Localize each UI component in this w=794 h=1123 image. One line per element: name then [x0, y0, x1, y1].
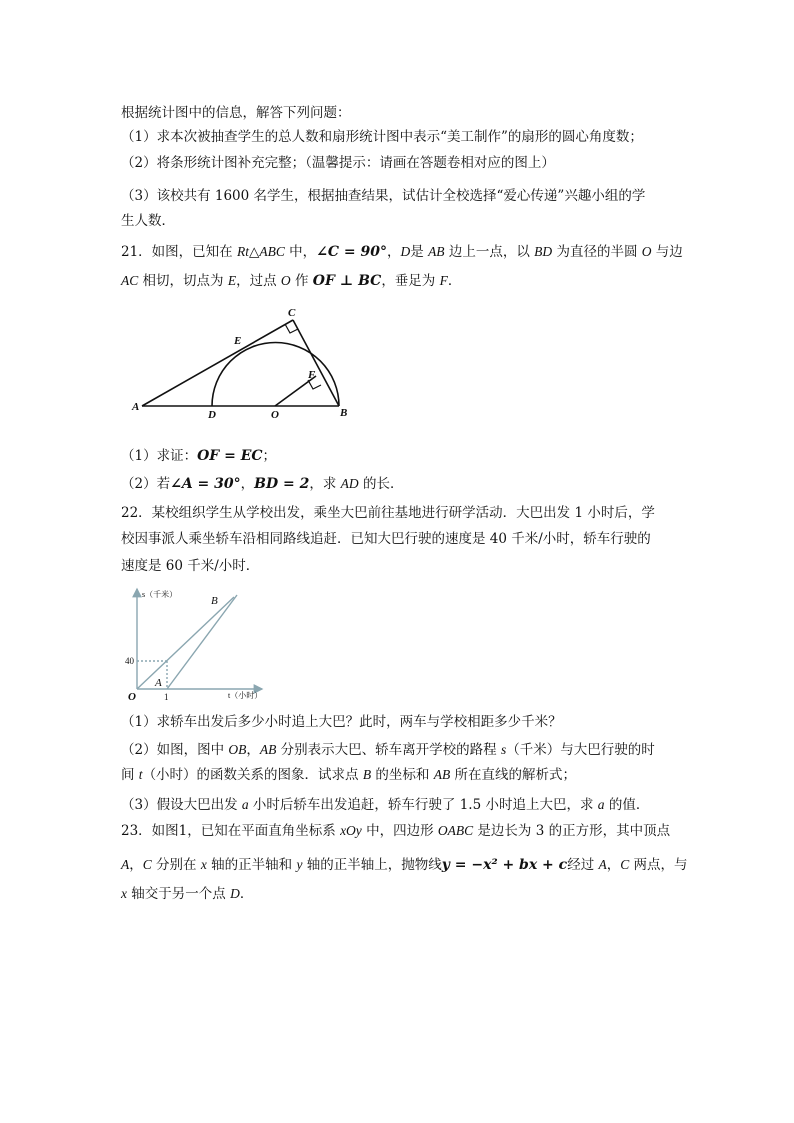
- q20-part2: （2）将条形统计图补充完整；（温馨提示：请画在答题卷相对应的图上）: [121, 155, 555, 171]
- q23-stem-line1: 23．如图1，已知在平面直角坐标系 xOy 中，四边形 OABC 是边长为 3 的正方形，其中顶点: [121, 823, 671, 839]
- label-b: B: [340, 407, 348, 419]
- q22-distance-time-graph: [120, 585, 270, 705]
- q22-part1: （1）求轿车出发后多少小时追上大巴？此时，两车与学校相距多少千米？: [121, 714, 562, 730]
- point-b-label: B: [211, 595, 218, 607]
- q23-stem-line3: x 轴交于另一个点 D．: [121, 886, 254, 902]
- angle-c-formula: ∠C = 90°: [316, 244, 388, 260]
- line-ab: [167, 595, 237, 689]
- q22-stem-line3: 速度是 60 千米/小时．: [121, 558, 260, 574]
- q21-part1: （1）求证：OF = EC；: [121, 448, 277, 464]
- tick-1: 1: [164, 692, 169, 702]
- label-o: O: [271, 409, 279, 421]
- q20-part3-line1: （3）该校共有 1600 名学生，根据抽查结果，试估计全校选择“爱心传递”兴趣小组的学: [121, 188, 646, 204]
- segment-ac: [142, 320, 293, 406]
- q22-part2-line2: 间 t（小时）的函数关系的图象．试求点 B 的坐标和 AB 所在直线的解析式；: [121, 767, 576, 783]
- line-ob: [137, 597, 234, 689]
- q22-part2-line1: （2）如图，图中 OB，AB 分别表示大巴、轿车离开学校的路程 s（千米）与大巴行驶的时: [121, 742, 655, 758]
- tick-40: 40: [125, 656, 134, 666]
- y-axis-label: s（千米）: [142, 590, 178, 599]
- q21-geometry-figure: [130, 300, 360, 422]
- q21-stem-line2: AC 相切，切点为 E，过点 O 作 OF ⊥ BC，垂足为 F．: [121, 273, 462, 289]
- semicircle-o: [212, 343, 339, 407]
- q20-intro: 根据统计图中的信息，解答下列问题：: [121, 105, 351, 121]
- point-a-label: A: [155, 677, 162, 689]
- q22-part3: （3）假设大巴出发 a 小时后轿车出发追赶，轿车行驶了 1.5 小时追上大巴，求 a 的值．: [121, 797, 650, 813]
- label-f: F: [308, 369, 316, 381]
- perpendicular-formula: OF ⊥ BC: [312, 273, 382, 289]
- q20-part1: （1）求本次被抽查学生的总人数和扇形统计图中表示“美工制作”的扇形的圆心角度数；: [121, 129, 643, 145]
- label-a: A: [132, 401, 140, 413]
- q22-stem-line1: 22．某校组织学生从学校出发，乘坐大巴前往基地进行研学活动．大巴出发 1 小时后，学: [121, 505, 655, 521]
- x-axis-label: t（小时）: [228, 691, 263, 700]
- label-c: C: [288, 307, 296, 319]
- q20-part3-line2: 生人数．: [121, 213, 175, 229]
- label-d: D: [208, 409, 216, 421]
- parabola-formula: y = −x² + bx + c: [441, 857, 568, 873]
- q22-stem-line2: 校因事派人乘坐轿车沿相同路线追赶．已知大巴行驶的速度是 40 千米/小时，轿车行驶的: [121, 531, 651, 547]
- origin-label: O: [128, 691, 136, 703]
- q21-stem-line1: 21．如图，已知在 Rt△ABC 中，∠C = 90°，D是 AB 边上一点，以 BD 为直径的半圆 O 与边: [121, 244, 683, 260]
- label-e: E: [234, 335, 242, 347]
- segment-cb: [293, 320, 339, 406]
- q23-stem-line2: A，C 分别在 x 轴的正半轴和 y 轴的正半轴上，抛物线y = −x² + bx + c经过 A，C 两点，与: [121, 857, 688, 873]
- q21-part2: （2）若∠A = 30°，BD = 2，求 AD 的长．: [121, 476, 404, 492]
